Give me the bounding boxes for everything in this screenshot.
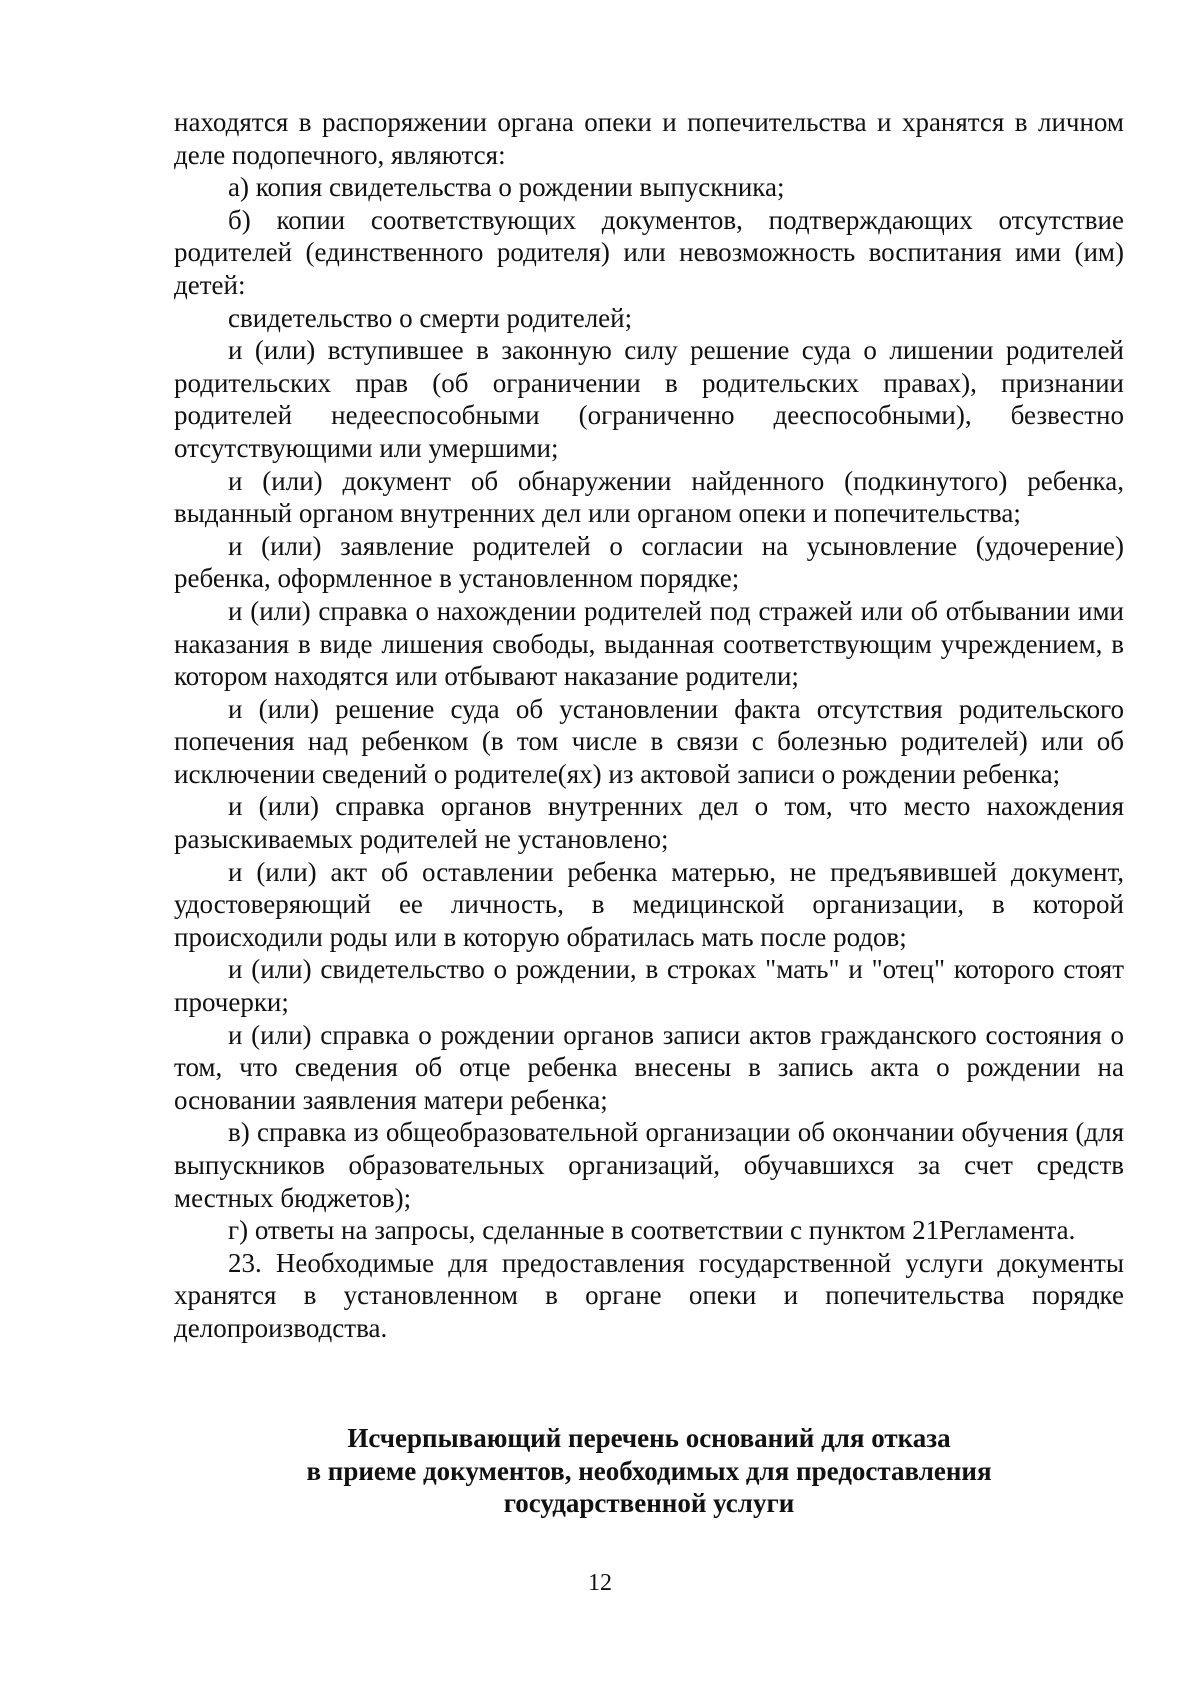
page-number: 12: [588, 1570, 612, 1596]
paragraph: и (или) акт об оставлении ребенка матерью, не предъявившей документ, удостоверяющий ее личность, в медицинской организации, в которой происходили роды или в которую обратилась мать после родов;: [174, 856, 1124, 952]
section-heading-line: в приеме документов, необходимых для предоставления: [306, 1455, 992, 1486]
paragraph-item-v: в) справка из общеобразовательной организации об окончании обучения (для выпускников образовательных организаций, обучавшихся за счет средств местных бюджетов);: [174, 1117, 1124, 1213]
section-heading: [174, 1422, 1124, 1520]
paragraph: и (или) документ об обнаружении найденного (подкинутого) ребенка, выданный органом внутренних дел или органом опеки и попечительства;: [174, 465, 1124, 529]
paragraph: и (или) вступившее в законную силу решение суда о лишении родителей родительских прав (об ограничении в родительских правах), признании родителей недееспособными (ограниченно дееспособными), безвестно отсутствующими или умершими;: [174, 335, 1124, 463]
paragraph: и (или) заявление родителей о согласии на усыновление (удочерение) ребенка, оформленное в установленном порядке;: [174, 530, 1124, 594]
paragraph: и (или) справка о нахождении родителей под стражей или об отбывании ими наказания в виде лишения свободы, выданная соответствующим учреждением, в котором находятся или отбывают наказание родители;: [174, 595, 1124, 692]
paragraph-item-b: б) копии соответствующих документов, подтверждающих отсутствие родителей (единственного родителя) или невозможность воспитания ими (им) детей:: [174, 204, 1124, 300]
paragraph: свидетельство о смерти родителей;: [228, 302, 633, 333]
document-body: [174, 106, 1124, 1345]
paragraph: и (или) решение суда об установлении факта отсутствия родительского попечения над ребенком (в том числе в связи с болезнью родителей) или об исключении сведений о родителе(ях) из актовой записи о рождении ребенка;: [174, 693, 1124, 789]
paragraph: и (или) справка о рождении органов записи актов гражданского состояния о том, что сведения об отце ребенка внесены в запись акта о рождении на основании заявления матери ребенка;: [174, 1019, 1124, 1115]
paragraph: находятся в распоряжении органа опеки и попечительства и хранятся в личном деле подопечного, являются:: [174, 107, 1124, 170]
section-heading-line: Исчерпывающий перечень оснований для отказа: [347, 1423, 951, 1453]
paragraph: и (или) свидетельство о рождении, в строках "мать" и "отец" которого стоят прочерки;: [174, 954, 1124, 1018]
paragraph-item-g: г) ответы на запросы, сделанные в соответствии с пунктом 21Регламента.: [228, 1215, 1076, 1246]
paragraph: и (или) справка органов внутренних дел о том, что место нахождения разыскиваемых родителей не установлено;: [174, 791, 1124, 855]
paragraph-clause-23: 23. Необходимые для предоставления государственной услуги документы хранятся в установленном в органе опеки и попечительства порядке делопроизводства.: [174, 1247, 1124, 1343]
paragraph-item-a: а) копия свидетельства о рождении выпускника;: [228, 172, 785, 203]
section-heading-line: государственной услуги: [503, 1488, 795, 1519]
